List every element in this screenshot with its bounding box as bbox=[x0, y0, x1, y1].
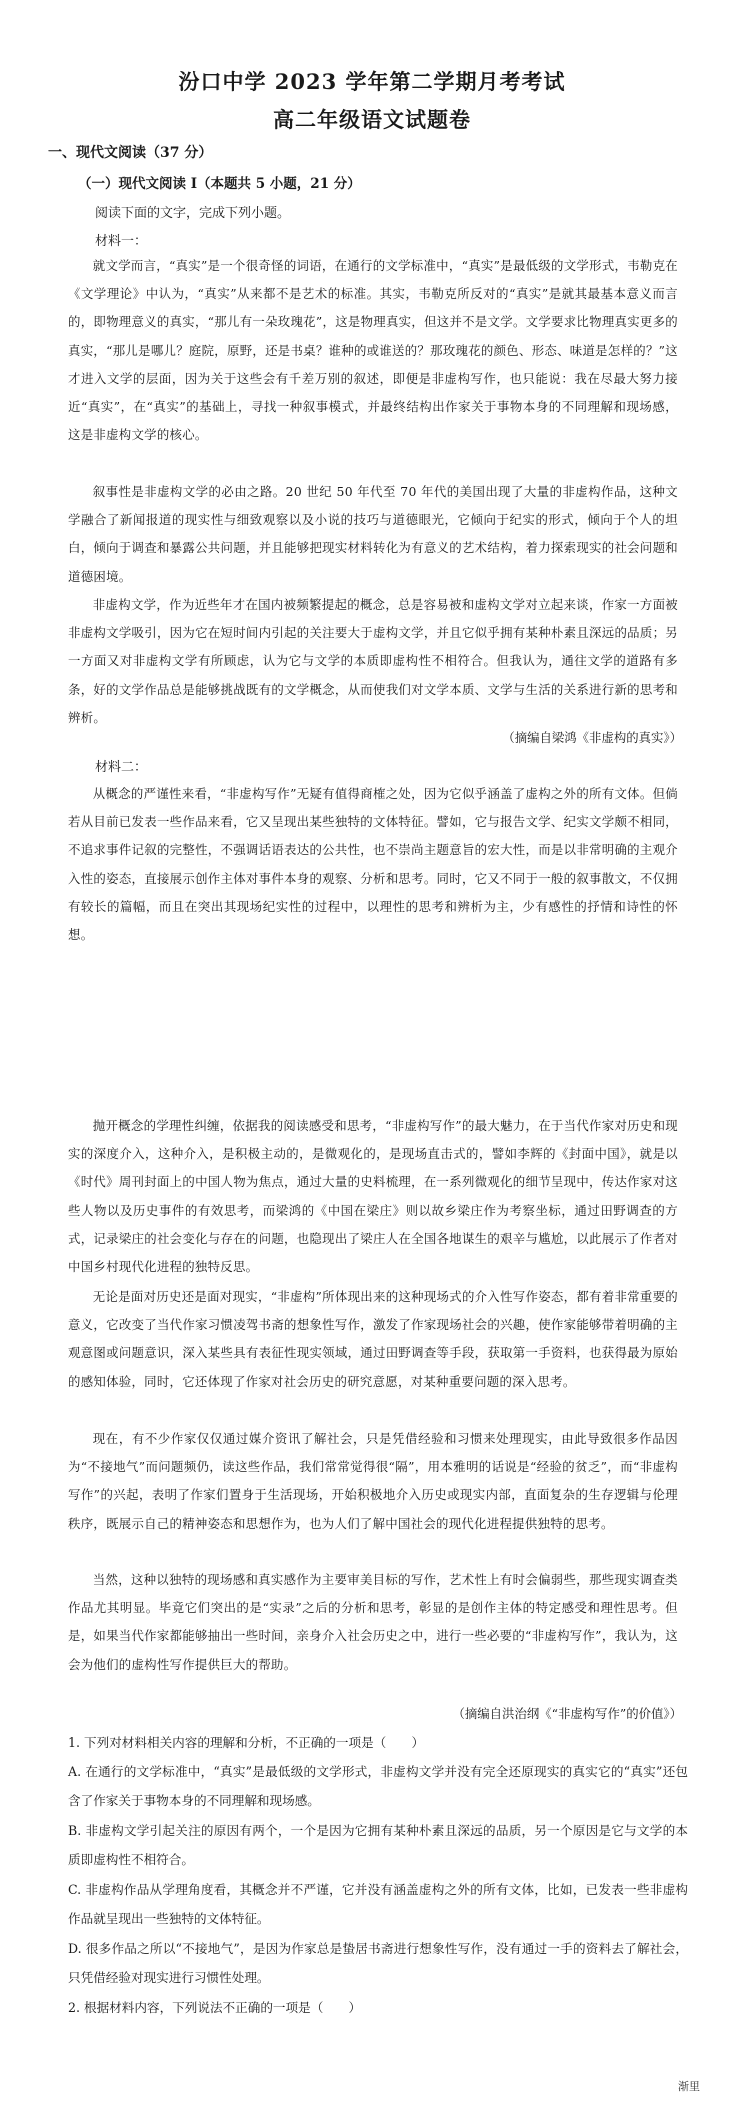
question-2-stem: 2. 根据材料内容，下列说法不正确的一项是（ ） bbox=[68, 2000, 362, 2015]
question-1-option-d: D. 很多作品之所以“不接地气”，是因为作家总是蛰居书斋进行想象性写作，没有通过一手的资料去了解社会，只凭借经验对现实进行习惯性处理。 bbox=[68, 1941, 688, 1986]
watermark: 渐里 bbox=[678, 2080, 700, 2093]
material2-paragraph: 现在，有不少作家仅仅通过媒介资讯了解社会，只是凭借经验和习惯来处理现实，由此导致很多作品因为“不接地气”而问题频仍，读这些作品，我们常常觉得很“隔”，用本雅明的话说是“经验的贫乏”，而“非虚构写作”的兴起，表明了作家们置身于生活现场，开始积极地介入历史或现实内部，直面复杂的生存逻辑与伦理秩序，既展示自己的精神姿态和思想作为，也为人们了解中国社会的现代化进程提供独特的思考。 bbox=[68, 1431, 678, 1531]
material2-label: 材料二： bbox=[95, 760, 148, 775]
sub-section-heading: （一）现代文阅读 I（本题共 5 小题，21 分） bbox=[78, 176, 361, 192]
material1-paragraph: 就文学而言，“真实”是一个很奇怪的词语，在通行的文学标准中，“真实”是最低级的文学形式，韦勒克在《文学理论》中认为，“真实”从来都不是艺术的标准。其实，韦勒克所反对的“真实”是就其最基本意义而言的，即物理意义的真实，“那儿有一朵玫瑰花”，这是物理真实，但这并不是文学。文学要求比物理真实更多的真实，“那儿是哪儿？庭院，原野，还是书桌？谁种的或谁送的？那玫瑰花的颜色、形态、味道是怎样的？”这才进入文学的层面，因为关于这些会有千差万别的叙述，即便是非虚构写作，也只能说：我在尽最大努力接近“真实”，在“真实”的基础上，寻找一种叙事模式，并最终结构出作家关于事物本身的不同理解和现场感，这是非虚构文学的核心。 bbox=[68, 258, 678, 443]
material2-paragraph: 无论是面对历史还是面对现实，“非虚构”所体现出来的这种现场式的介入性写作姿态，都有着非常重要的意义，它改变了当代作家习惯凌驾书斋的想象性写作，激发了作家现场社会的兴趣，使作家能够带着明确的主观意图或问题意识，深入某些具有表征性现实领域，通过田野调查等手段，获取第一手资料，也获得最为原始的感知体验，同时，它还体现了作家对社会历史的研究意愿，对某种重要问题的深入思考。 bbox=[68, 1289, 678, 1389]
material2-paragraph: 从概念的严谨性来看，“非虚构写作”无疑有值得商榷之处，因为它似乎涵盖了虚构之外的所有文体。但倘若从目前已发表一些作品来看，它又呈现出某些独特的文体特征。譬如，它与报告文学、纪实文学颇不相同，不追求事件记叙的完整性，不强调话语表达的公共性，也不崇尚主题意旨的宏大性，而是以非常明确的主观介入性的姿态，直接展示创作主体对事件本身的观察、分析和思考。同时，它又不同于一般的叙事散文，不仅拥有较长的篇幅，而且在突出其现场纪实性的过程中，以理性的思考和辨析为主，少有感性的抒情和诗性的怀想。 bbox=[68, 786, 678, 943]
material1-label: 材料一： bbox=[95, 234, 148, 249]
question-1-stem: 1. 下列对材料相关内容的理解和分析，不正确的一项是（ ） bbox=[68, 1735, 425, 1750]
material1-paragraph: 叙事性是非虚构文学的必由之路。20 世纪 50 年代至 70 年代的美国出现了大量的非虚构作品，这种文学融合了新闻报道的现实性与细致观察以及小说的技巧与道德眼光，它倾向于纪实的形式，倾向于个人的坦白，倾向于调查和暴露公共问题，并且能够把现实材料转化为有意义的艺术结构，着力探索现实的社会问题和道德困境。 bbox=[68, 484, 678, 584]
question-1-option-a: A. 在通行的文学标准中，“真实”是最低级的文学形式，非虚构文学并没有完全还原现实的真实它的“真实”还包含了作家关于事物本身的不同理解和现场感。 bbox=[68, 1764, 688, 1809]
question-1-option-b: B. 非虚构文学引起关注的原因有两个，一个是因为它拥有某种朴素且深远的品质，另一个原因是它与文学的本质即虚构性不相符合。 bbox=[68, 1823, 688, 1868]
exam-subtitle: 高二年级语文试题卷 bbox=[273, 107, 471, 132]
question-1-option-c: C. 非虚构作品从学理角度看，其概念并不严谨，它并没有涵盖虚构之外的所有文体，比如，已发表一些非虚构作品就呈现出一些独特的文体特征。 bbox=[68, 1882, 688, 1927]
material2-paragraph: 当然，这种以独特的现场感和真实感作为主要审美目标的写作，艺术性上有时会偏弱些，那些现实调查类作品尤其明显。毕竟它们突出的是“实录”之后的分析和思考，彰显的是创作主体的特定感受和理性思考。但是，如果当代作家都能够抽出一些时间，亲身介入社会历史之中，进行一些必要的“非虚构写作”，我认为，这会为他们的虚构性写作提供巨大的帮助。 bbox=[68, 1572, 678, 1672]
section-heading: 一、现代文阅读（37 分） bbox=[48, 145, 213, 161]
material2-source: （摘编自洪治纲《“非虚构写作”的价值》） bbox=[452, 1706, 682, 1721]
reading-instruction: 阅读下面的文字，完成下列小题。 bbox=[95, 206, 291, 221]
exam-title: 汾口中学 2023 学年第二学期月考考试 bbox=[178, 69, 566, 94]
material2-paragraph: 抛开概念的学理性纠缠，依据我的阅读感受和思考，“非虚构写作”的最大魅力，在于当代作家对历史和现实的深度介入，这种介入，是积极主动的，是微观化的，是现场直击式的，譬如李辉的《封面中国》，就是以《时代》周刊封面上的中国人物为焦点，通过大量的史料梳理，在一系列微观化的细节呈现中，传达作家对这些人物以及历史事件的有效思考，而梁鸿的《中国在梁庄》则以故乡梁庄作为考察坐标，通过田野调查的方式，记录梁庄的社会变化与存在的问题，也隐现出了梁庄人在全国各地谋生的艰辛与尴尬，以此展示了作者对中国乡村现代化进程的独特反思。 bbox=[68, 1118, 678, 1275]
material1-source: （摘编自梁鸿《非虚构的真实》） bbox=[502, 730, 682, 745]
material1-paragraph: 非虚构文学，作为近些年才在国内被频繁提起的概念，总是容易被和虚构文学对立起来谈，作家一方面被非虚构文学吸引，因为它在短时间内引起的关注要大于虚构文学，并且它似乎拥有某种朴素且深远的品质；另一方面又对非虚构文学有所顾虑，认为它与文学的本质即虚构性不相符合。但我认为，通往文学的道路有多条，好的文学作品总是能够挑战既有的文学概念，从而使我们对文学本质、文学与生活的关系进行新的思考和辨析。 bbox=[68, 597, 678, 725]
